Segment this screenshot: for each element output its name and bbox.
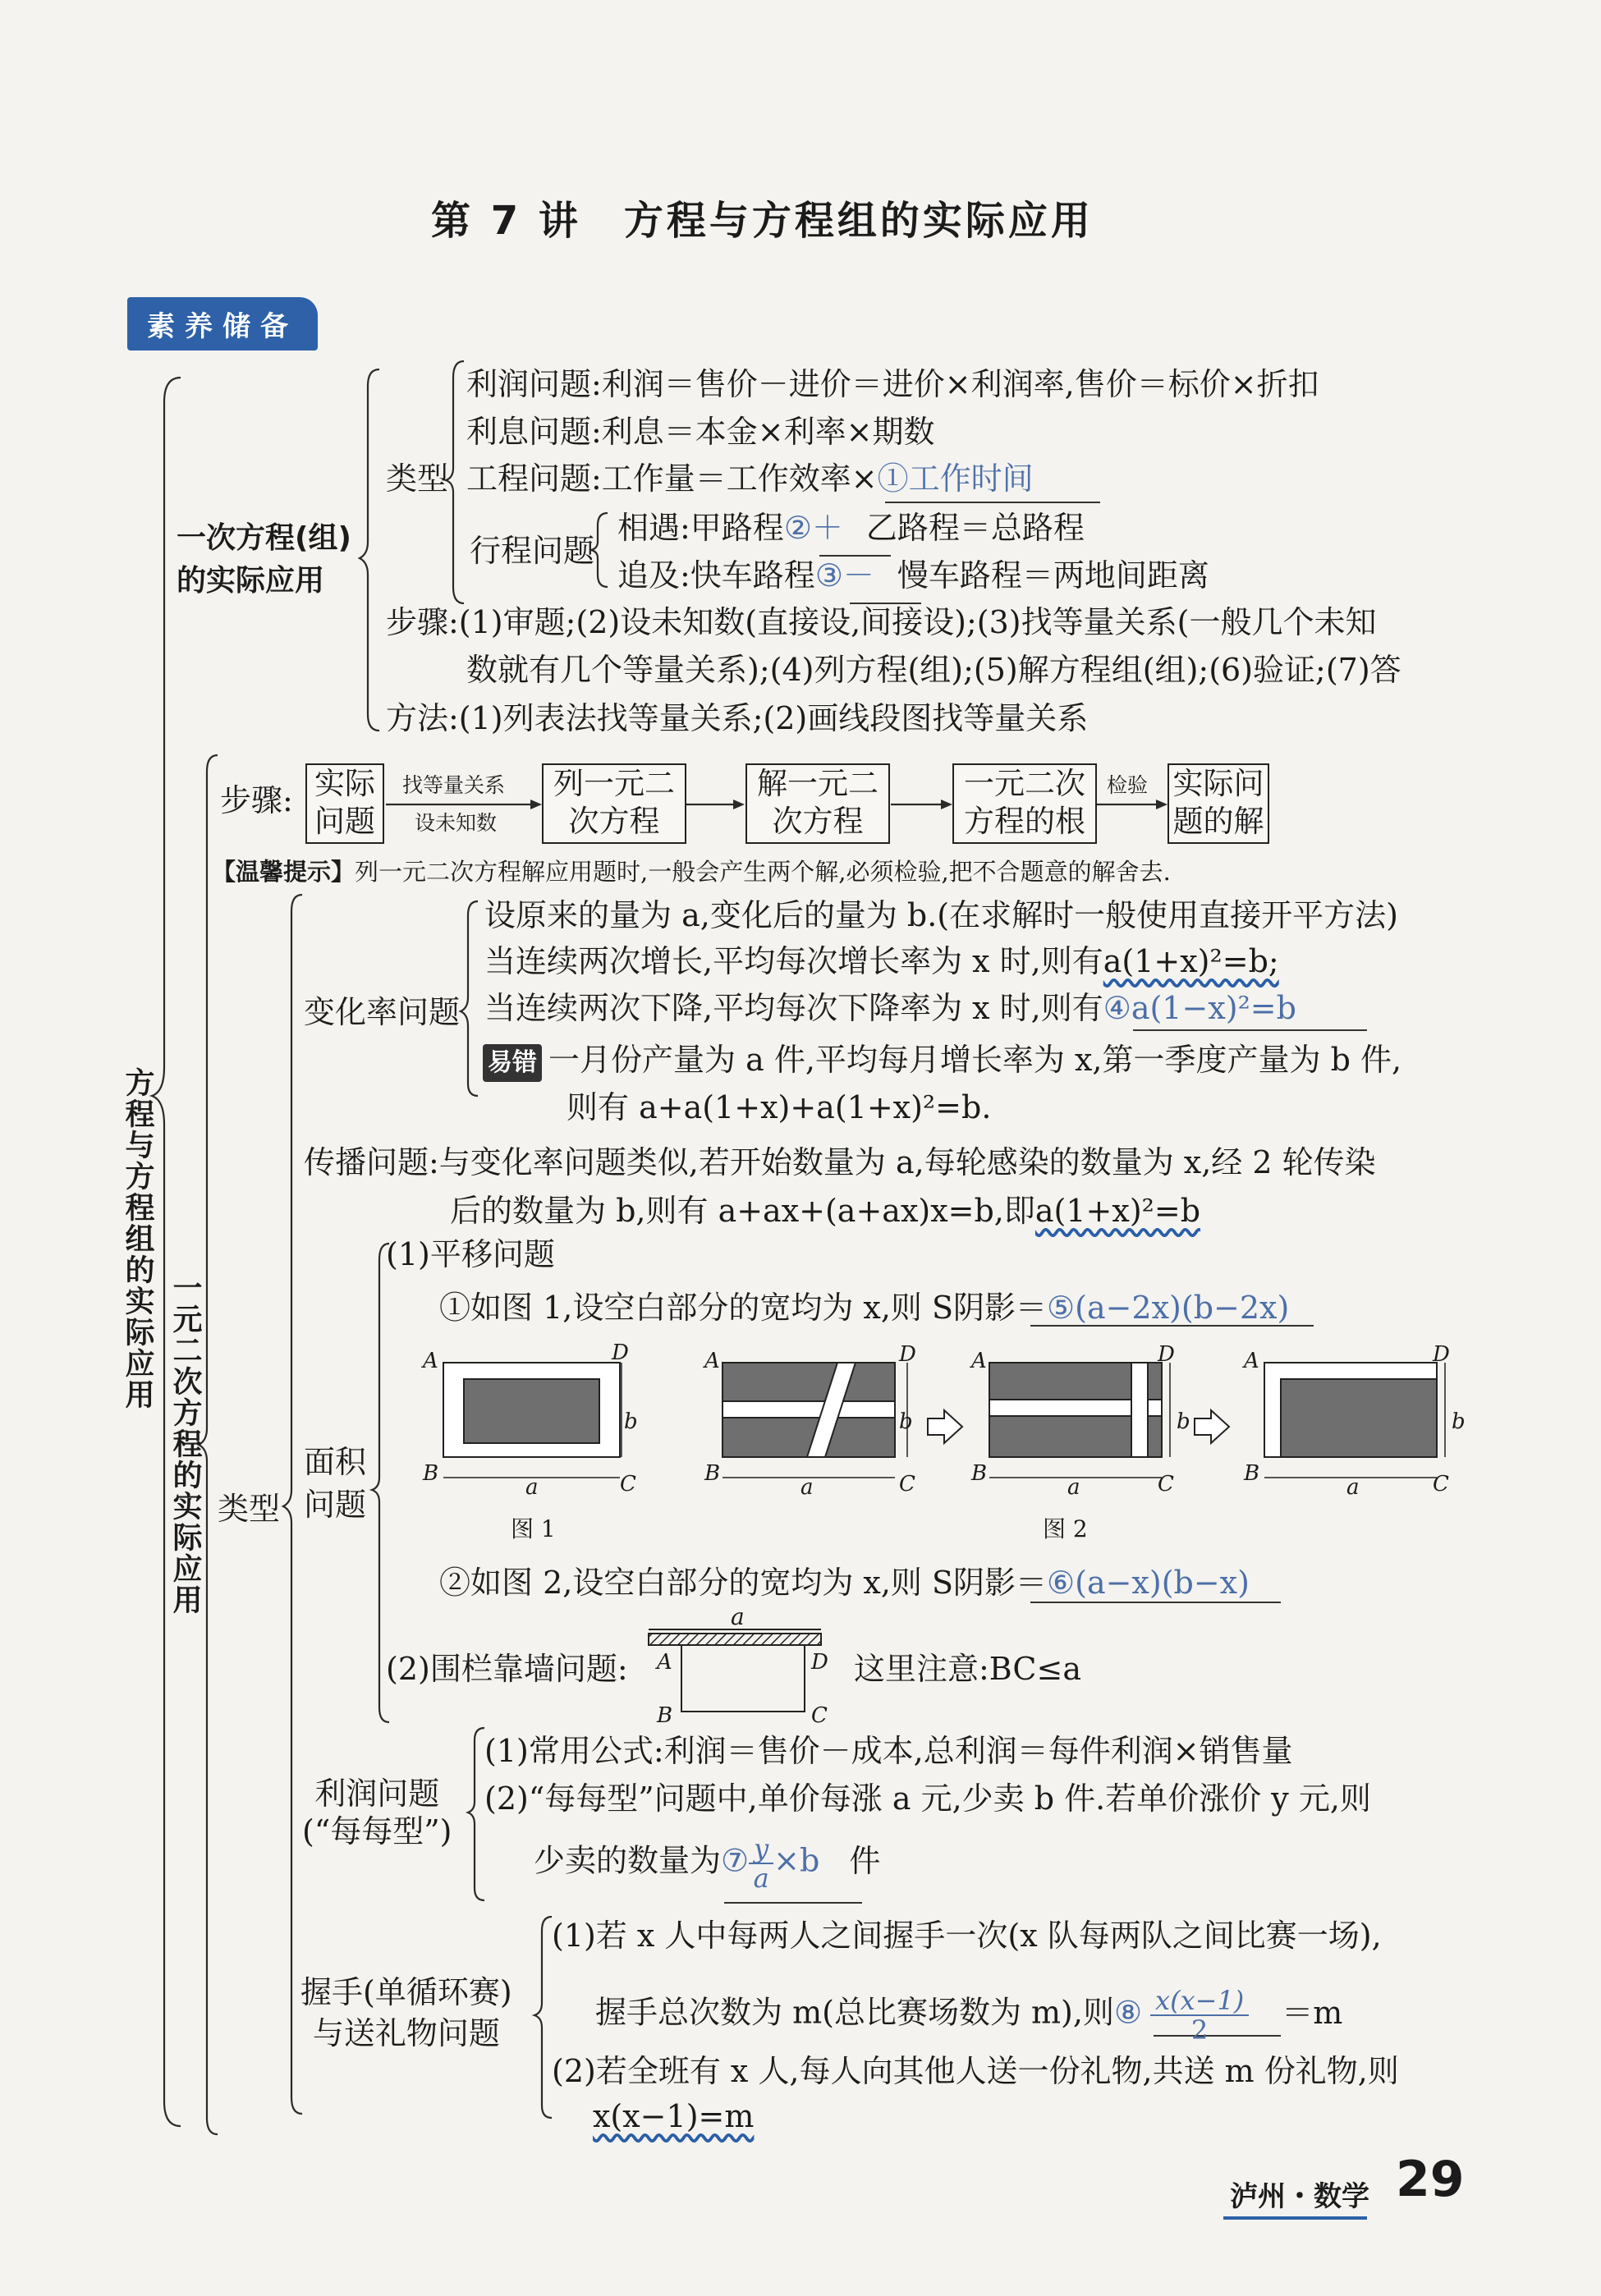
steps-label: 步骤:	[220, 782, 293, 818]
figure-1	[443, 1363, 622, 1478]
footer-underline	[1223, 2216, 1367, 2220]
area-sub1-line2	[439, 1564, 1250, 1602]
page-number: 29	[1396, 2151, 1465, 2208]
transform-arrow-1	[928, 1410, 962, 1443]
area-label	[304, 1441, 366, 1526]
area-label-l1: 面积	[304, 1444, 367, 1480]
area-sub2-note: 这里注意:BC≤a	[854, 1651, 1082, 1687]
profit-line1: (1)常用公式:利润＝售价－成本,总利润＝每件利润×销售量	[484, 1733, 1293, 1769]
fig1-D: D	[612, 1340, 629, 1365]
fig1-a: a	[525, 1475, 539, 1500]
handshake-line4	[593, 2097, 754, 2135]
flow-box-5-l1: 实际问	[1172, 766, 1264, 801]
yicuo-line1: 一月份产量为 a 件,平均每月增长率为 x,第一季度产量为 b 件,	[548, 1042, 1402, 1078]
handshake-line2-suffix: ＝m	[1282, 1994, 1343, 2031]
transform-arrow-2	[1195, 1410, 1229, 1443]
quadratic-types-label: 类型	[218, 1491, 281, 1527]
handshake-line3: (2)若全班有 x 人,每人向其他人送一份礼物,共送 m 份礼物,则	[552, 2053, 1399, 2089]
rate-line3	[484, 989, 1296, 1027]
fig2a-A: A	[704, 1349, 720, 1373]
flow-box-2-l2: 次方程	[568, 804, 660, 839]
flow-box-3	[745, 763, 890, 844]
fig2c-b: b	[1452, 1409, 1466, 1434]
rate-line3-prefix: 当连续两次下降,平均每次下降率为 x 时,则有	[484, 990, 1103, 1026]
answer-2: ②＋	[783, 510, 843, 546]
chase-suffix: 慢车路程＝两地间距离	[897, 557, 1209, 593]
linear-work	[466, 460, 1034, 497]
spread-line2-prefix: 后的数量为 b,则有 a+ax+(a+ax)x=b,即	[450, 1193, 1035, 1229]
linear-method: 方法:(1)列表法找等量关系;(2)画线段图找等量关系	[386, 700, 1089, 736]
profit-line2: (2)“每每型”问题中,单价每涨 a 元,少卖 b 件.若单价涨价 y 元,则	[484, 1780, 1371, 1817]
profit-label	[302, 1775, 452, 1850]
fig2b-b: b	[1177, 1409, 1190, 1434]
fig1-C: C	[620, 1472, 636, 1496]
flow-box-5	[1167, 763, 1269, 844]
rate-yicuo	[483, 1041, 1401, 1082]
handshake-line4-eq: x(x−1)=m	[593, 2098, 755, 2134]
fig2c-A: A	[1244, 1349, 1259, 1373]
fig1-b: b	[624, 1409, 638, 1434]
linear-types-bracket	[446, 361, 464, 603]
linear-steps-1: 步骤:(1)审题;(2)设未知数(直接设,间接设);(3)找等量关系(一般几个未知	[386, 604, 1377, 640]
flow-box-2	[542, 763, 686, 844]
rate-label: 变化率问题	[304, 994, 461, 1030]
fig2a-b: b	[899, 1409, 913, 1434]
flow-box-1-l2: 问题	[314, 804, 375, 839]
left-vertical-label: 方程与方程组的实际应用	[121, 1067, 154, 1410]
flow-box-5-l2: 题的解	[1172, 804, 1264, 839]
fig2b-C: C	[1158, 1472, 1174, 1496]
answer-8-frac-num: x(x−1)	[1150, 1987, 1249, 2016]
area-sub1-title: (1)平移问题	[386, 1236, 555, 1272]
travel-meet	[617, 509, 1085, 547]
quadratic-vertical-label: 一元二次方程的实际应用	[168, 1272, 202, 1615]
tip-text: 列一元二次方程解应用题时,一般会产生两个解,必须检验,把不合题意的解舍去.	[355, 858, 1171, 886]
profit-line3	[534, 1835, 880, 1892]
answer-8-fraction	[1150, 1987, 1249, 2044]
flow-box-2-l1: 列一元二	[553, 766, 675, 801]
answer-3: ③－	[814, 557, 874, 593]
fig2b-a: a	[1067, 1475, 1080, 1500]
rate-line2-eq: a(1+x)²=b;	[1103, 943, 1279, 979]
fig2c-B: B	[1244, 1461, 1260, 1486]
flow-box-3-l1: 解一元二	[757, 766, 878, 801]
rate-bracket	[461, 901, 478, 1096]
linear-label-line2: 的实际应用	[177, 564, 325, 598]
flow-arrow-4-top: 检验	[1107, 773, 1149, 797]
warm-tip	[212, 855, 1171, 888]
fig2c-a: a	[1346, 1475, 1360, 1500]
profit-label-l1: 利润问题	[314, 1776, 440, 1812]
figure-2a	[723, 1363, 907, 1478]
answer-8-frac-den: 2	[1190, 2014, 1209, 2046]
fig2c-D: D	[1433, 1342, 1450, 1367]
chase-prefix: 追及:快车路程	[617, 557, 815, 593]
handshake-label	[300, 1972, 512, 2054]
fence-a: a	[731, 1603, 745, 1630]
fig2b-D: D	[1158, 1342, 1175, 1367]
linear-label	[177, 517, 351, 603]
answer-1: ①工作时间	[877, 461, 1034, 497]
answer-5: ⑤(a−2x)(b−2x)	[1047, 1290, 1290, 1326]
linear-steps-2: 数就有几个等量关系);(4)列方程(组);(5)解方程组(组);(6)验证;(7)答	[466, 652, 1401, 688]
fig2-caption: 图 2	[1043, 1515, 1088, 1542]
answer-7-fraction	[749, 1835, 773, 1892]
linear-interest: 利息问题:利息＝本金×利率×期数	[466, 414, 935, 450]
flow-box-4-l1: 一元二次	[964, 766, 1085, 801]
fence-figure	[649, 1629, 821, 1712]
flow-box-1	[305, 763, 384, 844]
travel-chase	[617, 557, 1209, 594]
fig2c-C: C	[1433, 1472, 1449, 1496]
footer-text: 泸州・数学	[1230, 2180, 1369, 2213]
handshake-label-l2: 与送礼物问题	[312, 2015, 500, 2051]
spread-line1: 传播问题:与变化率问题类似,若开始数量为 a,每轮感染的数量为 x,经 2 轮传染	[304, 1144, 1376, 1180]
flow-arrow-1-bottom: 设未知数	[415, 811, 498, 835]
section-tag: 素养储备	[127, 297, 318, 351]
profit-label-l2: (“每每型”)	[302, 1813, 452, 1849]
tip-label: 【温馨提示】	[212, 858, 356, 886]
area-sub2-title: (2)围栏靠墙问题:	[386, 1651, 628, 1687]
fig2a-D: D	[899, 1342, 916, 1367]
answer-4: ④a(1−x)²=b	[1103, 990, 1296, 1026]
yicuo-line2: 则有 a+a(1+x)+a(1+x)²=b.	[567, 1089, 992, 1125]
answer-7-frac-num: y	[749, 1835, 773, 1864]
answer-7-num: ⑦	[721, 1842, 750, 1879]
spread-line2	[450, 1192, 1200, 1230]
profit-line3-suffix: 件	[849, 1842, 881, 1879]
answer-8-num: ⑧	[1113, 1994, 1143, 2031]
fig1-caption: 图 1	[511, 1515, 556, 1542]
meet-prefix: 相遇:甲路程	[617, 510, 784, 546]
yicuo-badge: 易错	[483, 1044, 542, 1082]
meet-suffix: 乙路程＝总路程	[865, 510, 1085, 546]
flow-box-3-l2: 次方程	[772, 804, 864, 839]
flow-box-4-l2: 方程的根	[964, 804, 1085, 839]
rate-line2	[484, 942, 1279, 980]
answer-7-times: ×b	[773, 1842, 820, 1879]
flow-box-4	[952, 763, 1097, 844]
area-sub1-line1	[439, 1289, 1289, 1327]
linear-work-prefix: 工程问题:工作量＝工作效率×	[466, 461, 878, 497]
linear-types-label: 类型	[386, 461, 449, 497]
fig2b-B: B	[971, 1461, 988, 1486]
fig2b-A: A	[971, 1349, 987, 1373]
handshake-label-l1: 握手(单循环赛)	[300, 1974, 512, 2010]
flow-arrow-1-top: 找等量关系	[402, 773, 506, 797]
answer-6: ⑥(a−x)(b−x)	[1047, 1565, 1250, 1601]
fence-C: C	[811, 1703, 828, 1728]
rate-line2-prefix: 当连续两次增长,平均每次增长率为 x 时,则有	[484, 943, 1103, 979]
fence-B: B	[657, 1703, 673, 1728]
travel-label: 行程问题	[470, 533, 595, 569]
profit-bracket	[468, 1728, 484, 1900]
area-label-l2: 问题	[304, 1487, 367, 1523]
answer-7-frac-den: a	[753, 1863, 769, 1894]
quadratic-types-bracket	[283, 895, 302, 2114]
area-sub1-line1-prefix: ①如图 1,设空白部分的宽均为 x,则 S阴影＝	[439, 1290, 1048, 1326]
figure-2b	[989, 1363, 1170, 1478]
fig2a-B: B	[704, 1461, 721, 1486]
handshake-line1: (1)若 x 人中每两人之间握手一次(x 队每两队之间比赛一场),	[552, 1918, 1382, 1954]
fig2a-a: a	[800, 1475, 814, 1500]
page-title: 第 7 讲 方程与方程组的实际应用	[431, 198, 1094, 244]
spread-line2-eq: a(1+x)²=b	[1034, 1193, 1201, 1229]
fence-A: A	[657, 1650, 672, 1675]
figure-2c	[1264, 1363, 1445, 1478]
fig1-A: A	[423, 1349, 438, 1373]
linear-label-line1: 一次方程(组)	[177, 521, 351, 555]
profit-line3-prefix: 少卖的数量为	[534, 1842, 722, 1879]
handshake-line2-prefix: 握手总次数为 m(总比赛场数为 m),则	[595, 1994, 1114, 2031]
fence-D: D	[811, 1650, 828, 1675]
handshake-line2	[595, 1987, 1342, 2044]
rate-line1: 设原来的量为 a,变化后的量为 b.(在求解时一般使用直接开平方法)	[484, 897, 1398, 933]
fig1-B: B	[423, 1461, 439, 1486]
linear-bracket	[360, 369, 379, 731]
handshake-bracket	[534, 1917, 552, 2118]
linear-profit: 利润问题:利润＝售价－进价＝进价×利润率,售价＝标价×折扣	[466, 366, 1319, 402]
area-sub1-line2-prefix: ②如图 2,设空白部分的宽均为 x,则 S阴影＝	[439, 1565, 1048, 1601]
flow-box-1-l1: 实际	[314, 766, 375, 801]
fig2a-C: C	[899, 1472, 915, 1496]
